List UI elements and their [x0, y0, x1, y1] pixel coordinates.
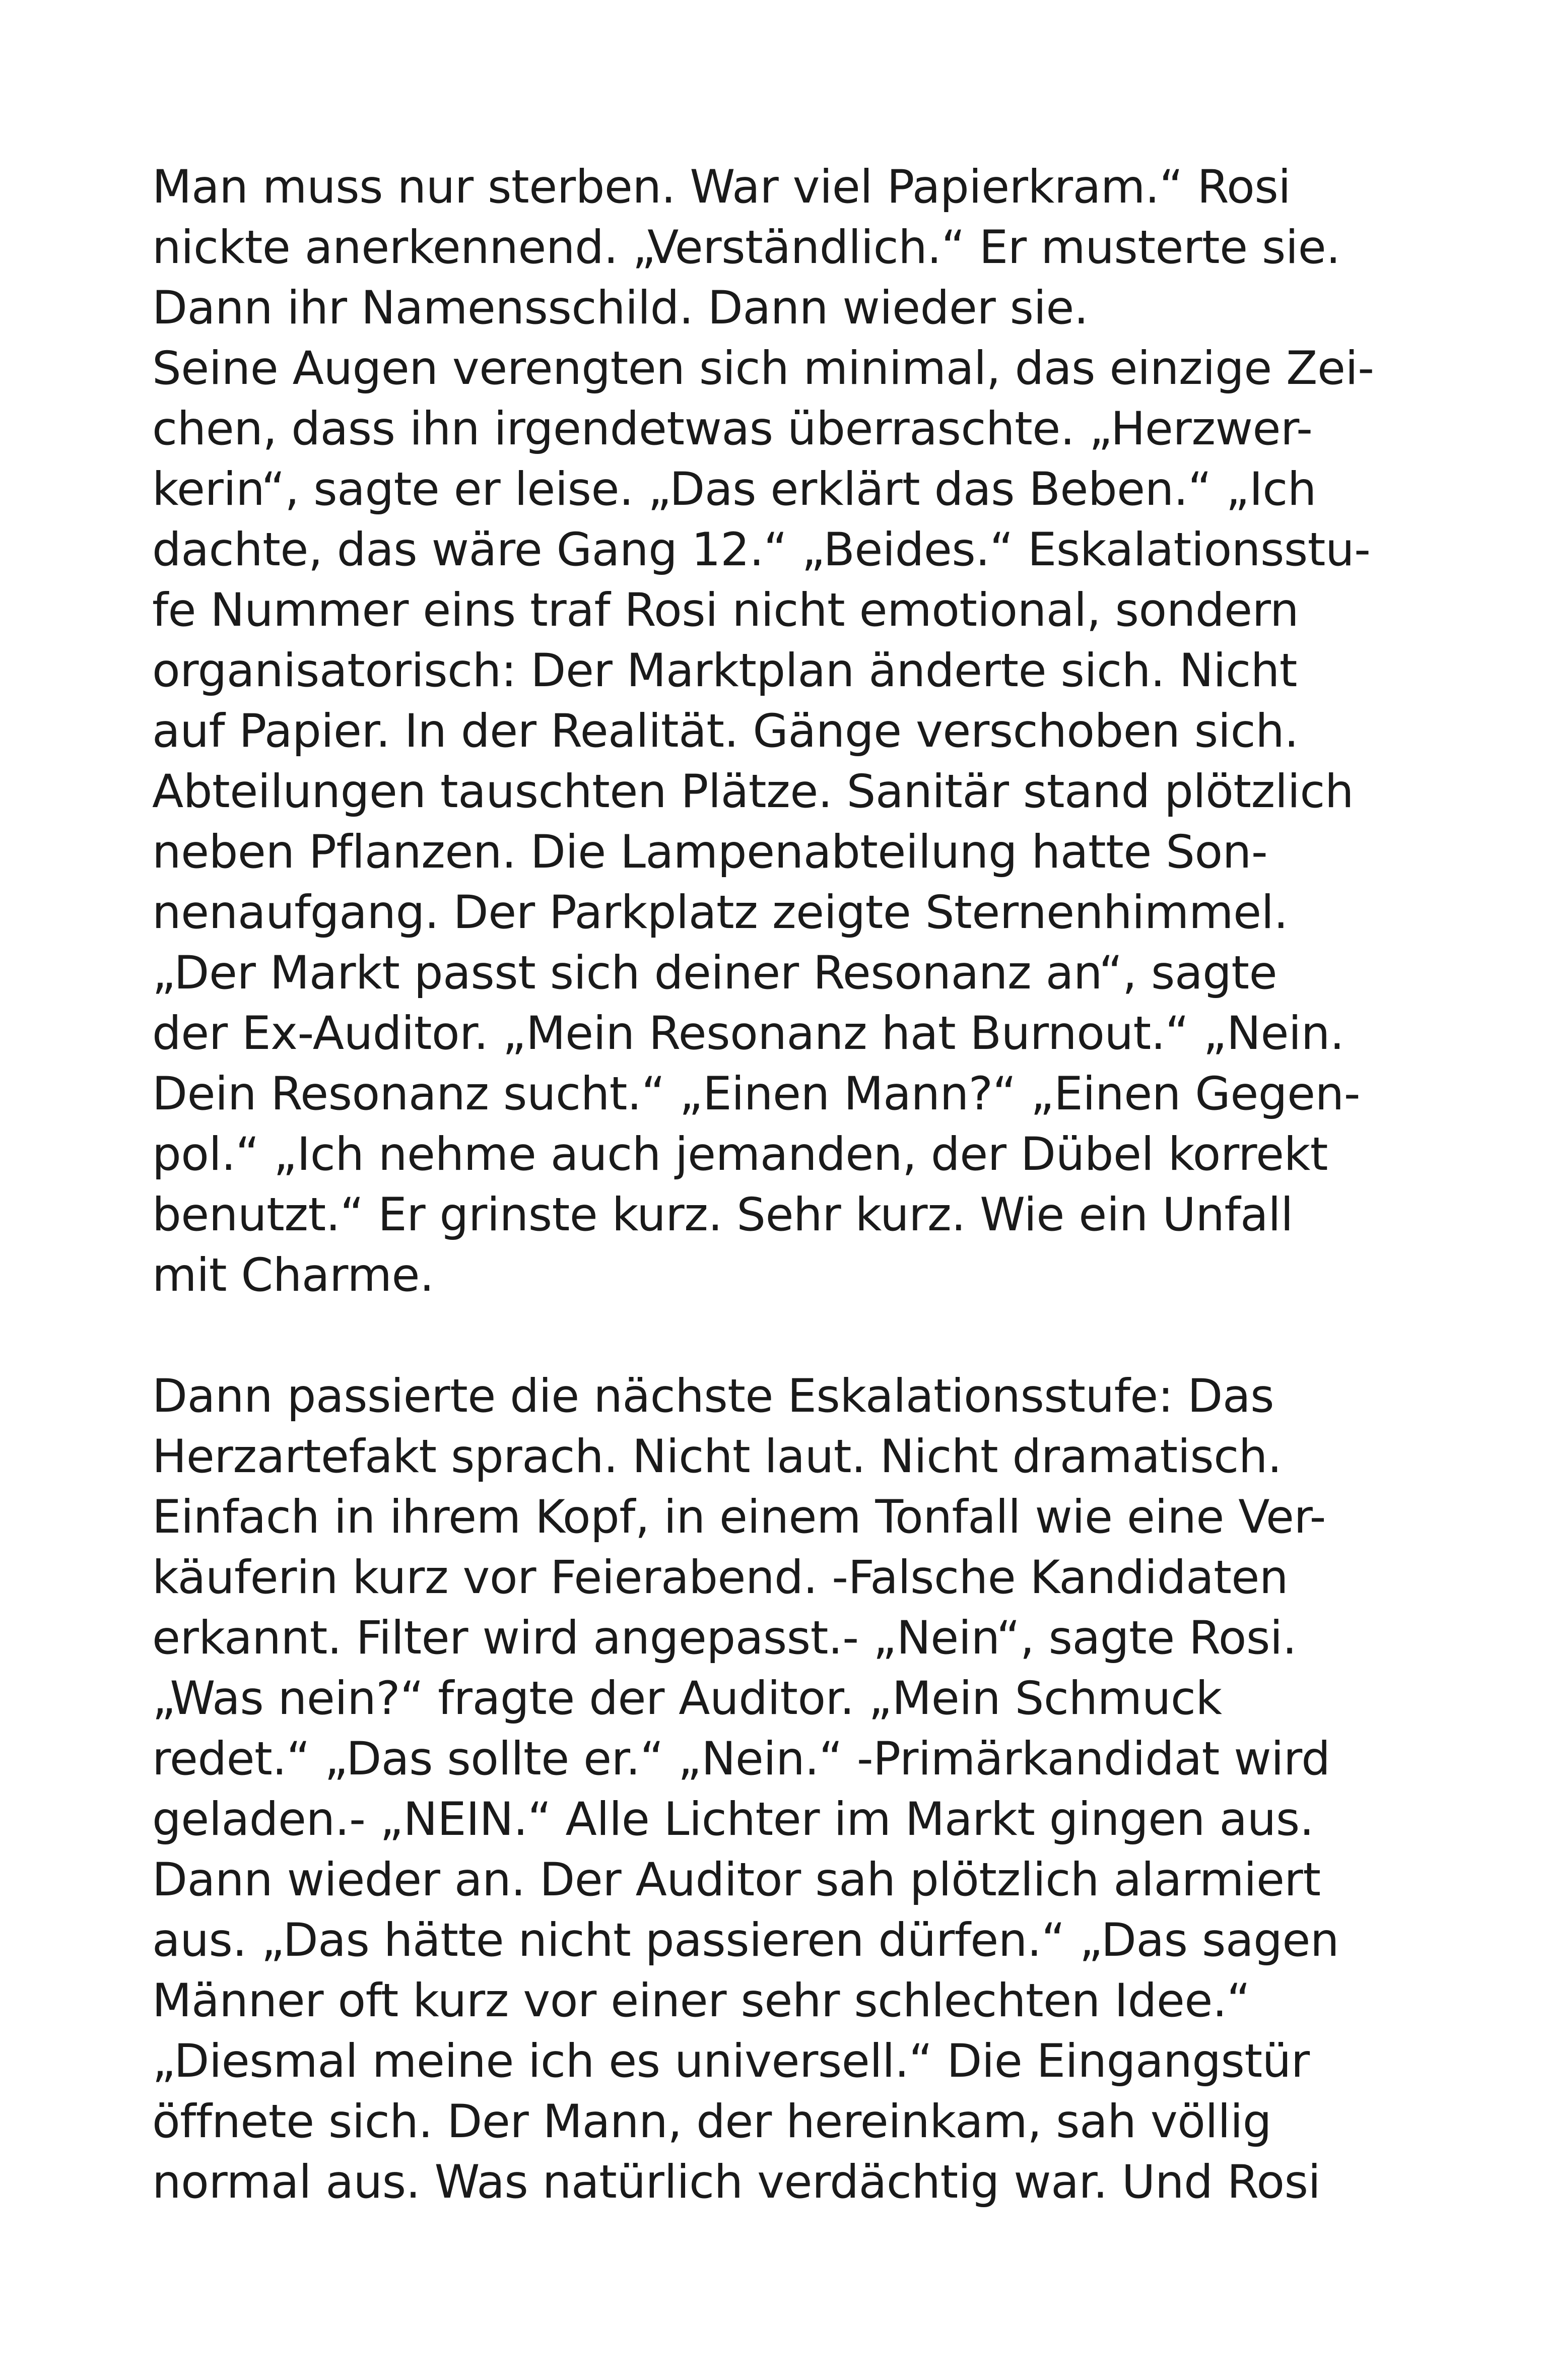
text-line: fe Nummer eins traf Rosi nicht emotional, sondern — [152, 584, 1299, 637]
text-line: nickte anerkennend. „Verständlich.“ Er musterte sie. — [152, 221, 1340, 274]
text-line: nenaufgang. Der Parkplatz zeigte Sternenhimmel. — [152, 886, 1288, 939]
paragraph-2 — [152, 1366, 1411, 2213]
text-line: neben Pflanzen. Die Lampenabteilung hatte Son- — [152, 826, 1268, 879]
text-line: Dann ihr Namensschild. Dann wieder sie. — [152, 282, 1089, 335]
text-line: mit Charme. — [152, 1249, 434, 1302]
text-line: normal aus. Was natürlich verdächtig war. Und Rosi — [152, 2156, 1321, 2209]
text-line: chen, dass ihn irgendetwas überraschte. „Herzwer- — [152, 403, 1313, 455]
text-line: „Der Markt passt sich deiner Resonanz an“, sagte — [152, 947, 1277, 1000]
text-line: öffnete sich. Der Mann, der hereinkam, sah völlig — [152, 2095, 1272, 2148]
text-line: Seine Augen verengten sich minimal, das einzige Zei- — [152, 342, 1374, 395]
text-line: käuferin kurz vor Feierabend. -Falsche Kandidaten — [152, 1551, 1289, 1604]
text-line: Dann passierte die nächste Eskalationsstufe: Das — [152, 1370, 1274, 1423]
text-line: redet.“ „Das sollte er.“ „Nein.“ -Primärkandidat wird — [152, 1733, 1330, 1786]
text-line: Man muss nur sterben. War viel Papierkram.“ Rosi — [152, 161, 1291, 214]
paragraph-1 — [152, 157, 1411, 1306]
text-line: „Was nein?“ fragte der Auditor. „Mein Schmuck — [152, 1672, 1222, 1725]
text-line: kerin“, sagte er leise. „Das erklärt das Beben.“ „Ich — [152, 463, 1316, 516]
text-line: der Ex-Auditor. „Mein Resonanz hat Burnout.“ „Nein. — [152, 1007, 1344, 1060]
text-line: Dein Resonanz sucht.“ „Einen Mann?“ „Einen Gegen- — [152, 1068, 1361, 1120]
text-line: „Diesmal meine ich es universell.“ Die Eingangstür — [152, 2035, 1310, 2088]
text-line: Herzartefakt sprach. Nicht laut. Nicht dramatisch. — [152, 1430, 1282, 1483]
text-line: pol.“ „Ich nehme auch jemanden, der Dübel korrekt — [152, 1128, 1328, 1181]
text-line: Abteilungen tauschten Plätze. Sanitär stand plötzlich — [152, 765, 1354, 818]
text-line: Einfach in ihrem Kopf, in einem Tonfall wie eine Ver- — [152, 1491, 1326, 1544]
text-line: erkannt. Filter wird angepasst.- „Nein“, sagte Rosi. — [152, 1612, 1297, 1665]
text-line: geladen.- „NEIN.“ Alle Lichter im Markt gingen aus. — [152, 1793, 1314, 1846]
text-line: aus. „Das hätte nicht passieren dürfen.“ „Das sagen — [152, 1914, 1339, 1967]
text-line: Dann wieder an. Der Auditor sah plötzlich alarmiert — [152, 1854, 1321, 1906]
text-line: organisatorisch: Der Marktplan änderte sich. Nicht — [152, 644, 1297, 697]
text-line: benutzt.“ Er grinste kurz. Sehr kurz. Wie ein Unfall — [152, 1188, 1293, 1241]
text-line: Männer oft kurz vor einer sehr schlechten Idee.“ — [152, 1974, 1250, 2027]
text-line: auf Papier. In der Realität. Gänge verschoben sich. — [152, 705, 1299, 758]
text-line: dachte, das wäre Gang 12.“ „Beides.“ Eskalationsstu- — [152, 523, 1371, 576]
